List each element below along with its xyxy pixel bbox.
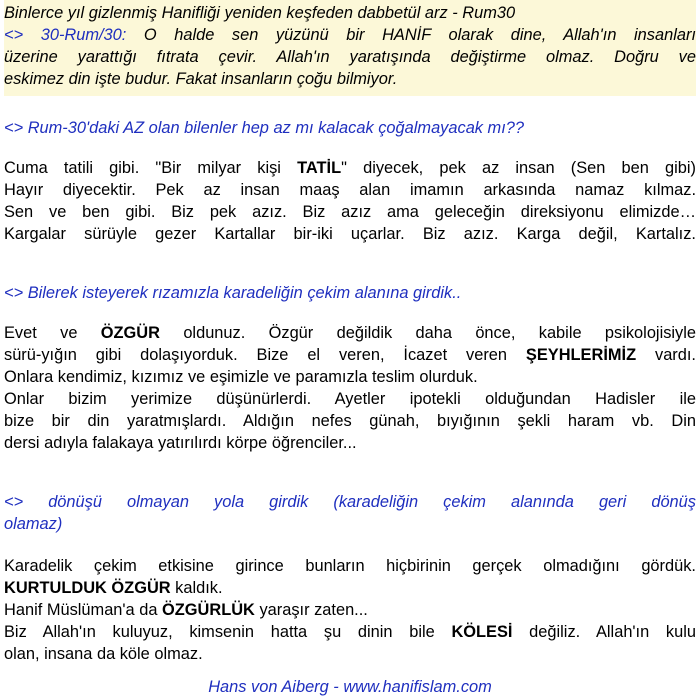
question-heading-2: <> Bilerek isteyerek rızamızla karadeliğin çekim alanına girdik.. bbox=[4, 284, 462, 302]
emphasis-seyhlerimiz: ŞEYHLERİMİZ bbox=[525, 346, 637, 364]
paragraph-2-line bbox=[4, 344, 696, 366]
text-span: kaldık. bbox=[170, 579, 223, 597]
paragraph-3-line bbox=[4, 577, 696, 599]
text-span: Biz Allah'ın kuluyuz, kimsenin hatta şu dinin bile bbox=[4, 623, 452, 641]
paragraph-1-line: Sen ve ben gibi. Biz pek azız. Biz azız ama geleceğin direksiyonu elimizde… bbox=[4, 203, 696, 221]
paragraph-2-line bbox=[4, 322, 696, 344]
verse-line-2: üzerine yarattığı fıtrata çevir. Allah'ın yaratışında değiştirme olmaz. Doğru ve bbox=[4, 48, 696, 66]
paragraph-2-line: Onlar bizim yerimize düşünürlerdi. Ayetler ipotekli olduğundan Hadisler ile bbox=[4, 390, 696, 408]
text-span: vardı. bbox=[636, 346, 696, 364]
paragraph-3-line bbox=[4, 621, 696, 643]
text-span: " diyecek, pek az insan (Sen ben gibi) bbox=[341, 159, 697, 177]
paragraph-2-line: Onlara kendimiz, kızımız ve eşimizle ve paramızla teslim olurduk. bbox=[4, 368, 478, 386]
text-span: sürü-yığın gibi dolaşıyorduk. Bize el veren, İcazet veren bbox=[4, 346, 526, 364]
emphasis-tatil: TATİL bbox=[297, 159, 342, 177]
paragraph-1-line: Hayır diyecektir. Pek az insan maaş alan imamın arkasında namaz kılmaz. bbox=[4, 181, 696, 199]
text-span: yaraşır zaten... bbox=[254, 601, 368, 619]
text-span: Evet ve bbox=[4, 324, 101, 342]
paragraph-2-line: bize bir din yaratmışlardı. Aldığın nefes günah, bıyığının şekli haram vb. Din bbox=[4, 412, 696, 430]
verse-line-1 bbox=[4, 24, 696, 46]
verse-reference: <> 30-Rum/30: bbox=[4, 26, 127, 44]
emphasis-ozgurluk: ÖZGÜRLÜK bbox=[162, 601, 255, 619]
emphasis-kurtulduk: KURTULDUK ÖZGÜR bbox=[4, 579, 171, 597]
paragraph-3-line: olan, insana da köle olmaz. bbox=[4, 645, 203, 663]
verse-line-3: eskimez din işte budur. Fakat insanların çoğu bilmiyor. bbox=[4, 70, 398, 88]
paragraph-2-line: dersi adıyla falakaya yatırılırdı körpe öğrenciler... bbox=[4, 434, 357, 452]
paragraph-1-line bbox=[4, 157, 696, 179]
paragraph-3-line bbox=[4, 599, 696, 621]
text-span: değiliz. Allah'ın kulu bbox=[512, 623, 696, 641]
emphasis-ozgur: ÖZGÜR bbox=[100, 324, 160, 342]
question-heading-3: <> dönüşü olmayan yola girdik (karadeliğin çekim alanında geri dönüş bbox=[4, 493, 696, 511]
text-span: Cuma tatili gibi. "Bir milyar kişi bbox=[4, 159, 298, 177]
question-heading-1: <> Rum-30'daki AZ olan bilenler hep az mı kalacak çoğalmayacak mı?? bbox=[4, 119, 524, 137]
paragraph-3-line: Karadelik çekim etkisine girince bunların hiçbirinin gerçek olmadığını gördük. bbox=[4, 557, 696, 575]
verse-text: O halde sen yüzünü bir HANİF olarak dine, Allah'ın insanları bbox=[126, 26, 696, 44]
paragraph-1-line: Kargalar sürüyle gezer Kartallar bir-iki uçarlar. Biz azız. Karga değil, Kartalız. bbox=[4, 225, 696, 243]
footer-credit: Hans von Aiberg - www.hanifislam.com bbox=[208, 678, 492, 696]
emphasis-kolesi: KÖLESİ bbox=[451, 623, 513, 641]
text-span: oldunuz. Özgür değildik daha önce, kabile psikolojisiyle bbox=[159, 324, 697, 342]
page-title: Binlerce yıl gizlenmiş Hanifliği yeniden keşfeden dabbetül arz - Rum30 bbox=[4, 4, 516, 22]
text-span: Hanif Müslüman'a da bbox=[4, 601, 163, 619]
question-heading-3-cont: olamaz) bbox=[4, 515, 63, 533]
